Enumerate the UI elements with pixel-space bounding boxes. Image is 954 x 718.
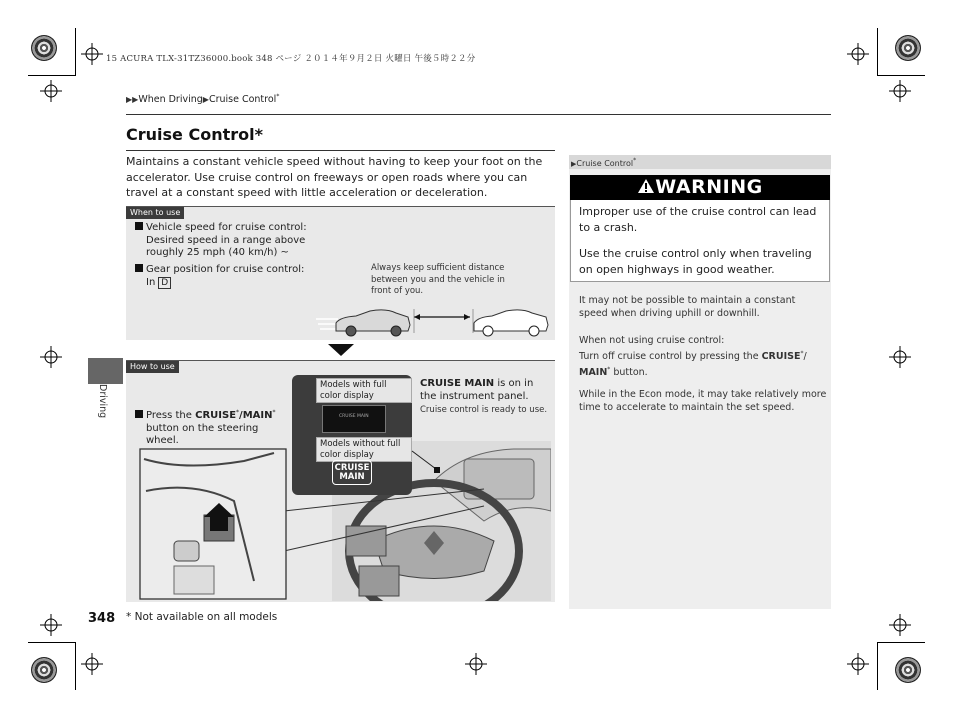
footnote: * Not available on all models [126, 611, 278, 623]
how-to-use-tag: How to use [126, 361, 179, 373]
warning-body [570, 200, 830, 282]
how-to-use-panel [126, 360, 555, 602]
gear-requirement: Gear position for cruise control: In D [135, 264, 304, 289]
warning-triangle-icon [637, 178, 655, 194]
page-title: Cruise Control* [126, 125, 263, 144]
breadcrumb [126, 93, 279, 105]
warning-banner: WARNING [570, 175, 830, 200]
sidebar-notes [569, 155, 831, 609]
bullet-square-icon [135, 410, 143, 418]
breadcrumb-item-when-driving[interactable]: When Driving [138, 94, 203, 105]
registration-target-icon [889, 614, 911, 636]
cruise-main-status: CRUISE MAIN is on in the instrument panel. [420, 378, 534, 402]
warning-text-1: Improper use of the cruise control can lead to a crash. [579, 205, 817, 234]
instrument-display-callout [292, 375, 412, 495]
registration-target-icon [847, 43, 869, 65]
gear-d-indicator: D [158, 277, 171, 289]
full-color-display: CRUISE MAIN [322, 405, 386, 433]
registration-rosette-br [895, 657, 921, 683]
press-instruction: Press the CRUISE*/MAIN* button on the steering wheel. [135, 407, 285, 448]
distance-note: Always keep sufficient distance between you and the vehicle in front of you. [371, 263, 505, 296]
intro-paragraph: Maintains a constant vehicle speed without having to keep your foot on the accelerator. Use cruise control on freeways or open roads where you can travel at a constant speed with little acceleration or deceleration. [126, 155, 543, 199]
registration-target-icon [40, 614, 62, 636]
registration-target-icon [40, 346, 62, 368]
triangle-right-icon: ▶▶ [126, 95, 139, 104]
when-to-use-tag: When to use [126, 207, 184, 219]
bullet-square-icon [135, 222, 143, 230]
registration-rosette-bl [31, 657, 57, 683]
title-divider [126, 150, 555, 151]
triangle-right-icon: ▶ [202, 95, 209, 104]
registration-rosette-tl [31, 35, 57, 61]
speed-requirement: Vehicle speed for cruise control: Desired speed in a range above roughly 25 mph (40 km/h) ~ [135, 222, 307, 260]
note-uphill: It may not be possible to maintain a constant speed when driving uphill or downhill. [579, 295, 796, 319]
following-distance-illustration [316, 303, 552, 337]
section-tab[interactable] [88, 358, 123, 384]
print-header: 15 ACURA TLX-31TZ36000.book 348 ページ ２０１４年９月２日 火曜日 午後５時２２分 [106, 54, 476, 64]
arrow-down-icon [328, 344, 354, 356]
triangle-right-icon: ▶ [571, 160, 577, 168]
registration-target-icon [465, 653, 487, 675]
registration-target-icon [889, 346, 911, 368]
header-divider [126, 114, 831, 115]
breadcrumb-item-cruise-control[interactable]: Cruise Control [208, 94, 277, 105]
when-to-use-panel [126, 206, 555, 340]
sidebar-header: ▶Cruise Control* [569, 155, 831, 169]
registration-target-icon [40, 80, 62, 102]
warning-text-2: Use the cruise control only when traveling on open highways in good weather. [579, 247, 812, 276]
cruise-main-indicator-icon: CRUISE MAIN [332, 460, 372, 485]
registration-target-icon [847, 653, 869, 675]
callout-pointer [406, 431, 446, 491]
models-without-full-color-label: Models without full color display [316, 437, 412, 462]
asterisk-mark: * [276, 93, 280, 100]
page-number: 348 [88, 611, 116, 626]
bullet-square-icon [135, 264, 143, 272]
note-econ-mode: While in the Econ mode, it may take relatively more time to accelerate to maintain the set speed. [579, 389, 827, 413]
models-full-color-label: Models with full color display [316, 378, 412, 403]
ready-note: Cruise control is ready to use. [420, 405, 548, 415]
registration-target-icon [81, 653, 103, 675]
registration-target-icon [81, 43, 103, 65]
title-asterisk: * [254, 125, 263, 144]
registration-target-icon [889, 80, 911, 102]
registration-rosette-tr [895, 35, 921, 61]
section-tab-label: Driving [97, 384, 108, 419]
note-turn-off: When not using cruise control: Turn off cruise control by pressing the CRUISE*/ MAIN* button. [579, 335, 807, 378]
